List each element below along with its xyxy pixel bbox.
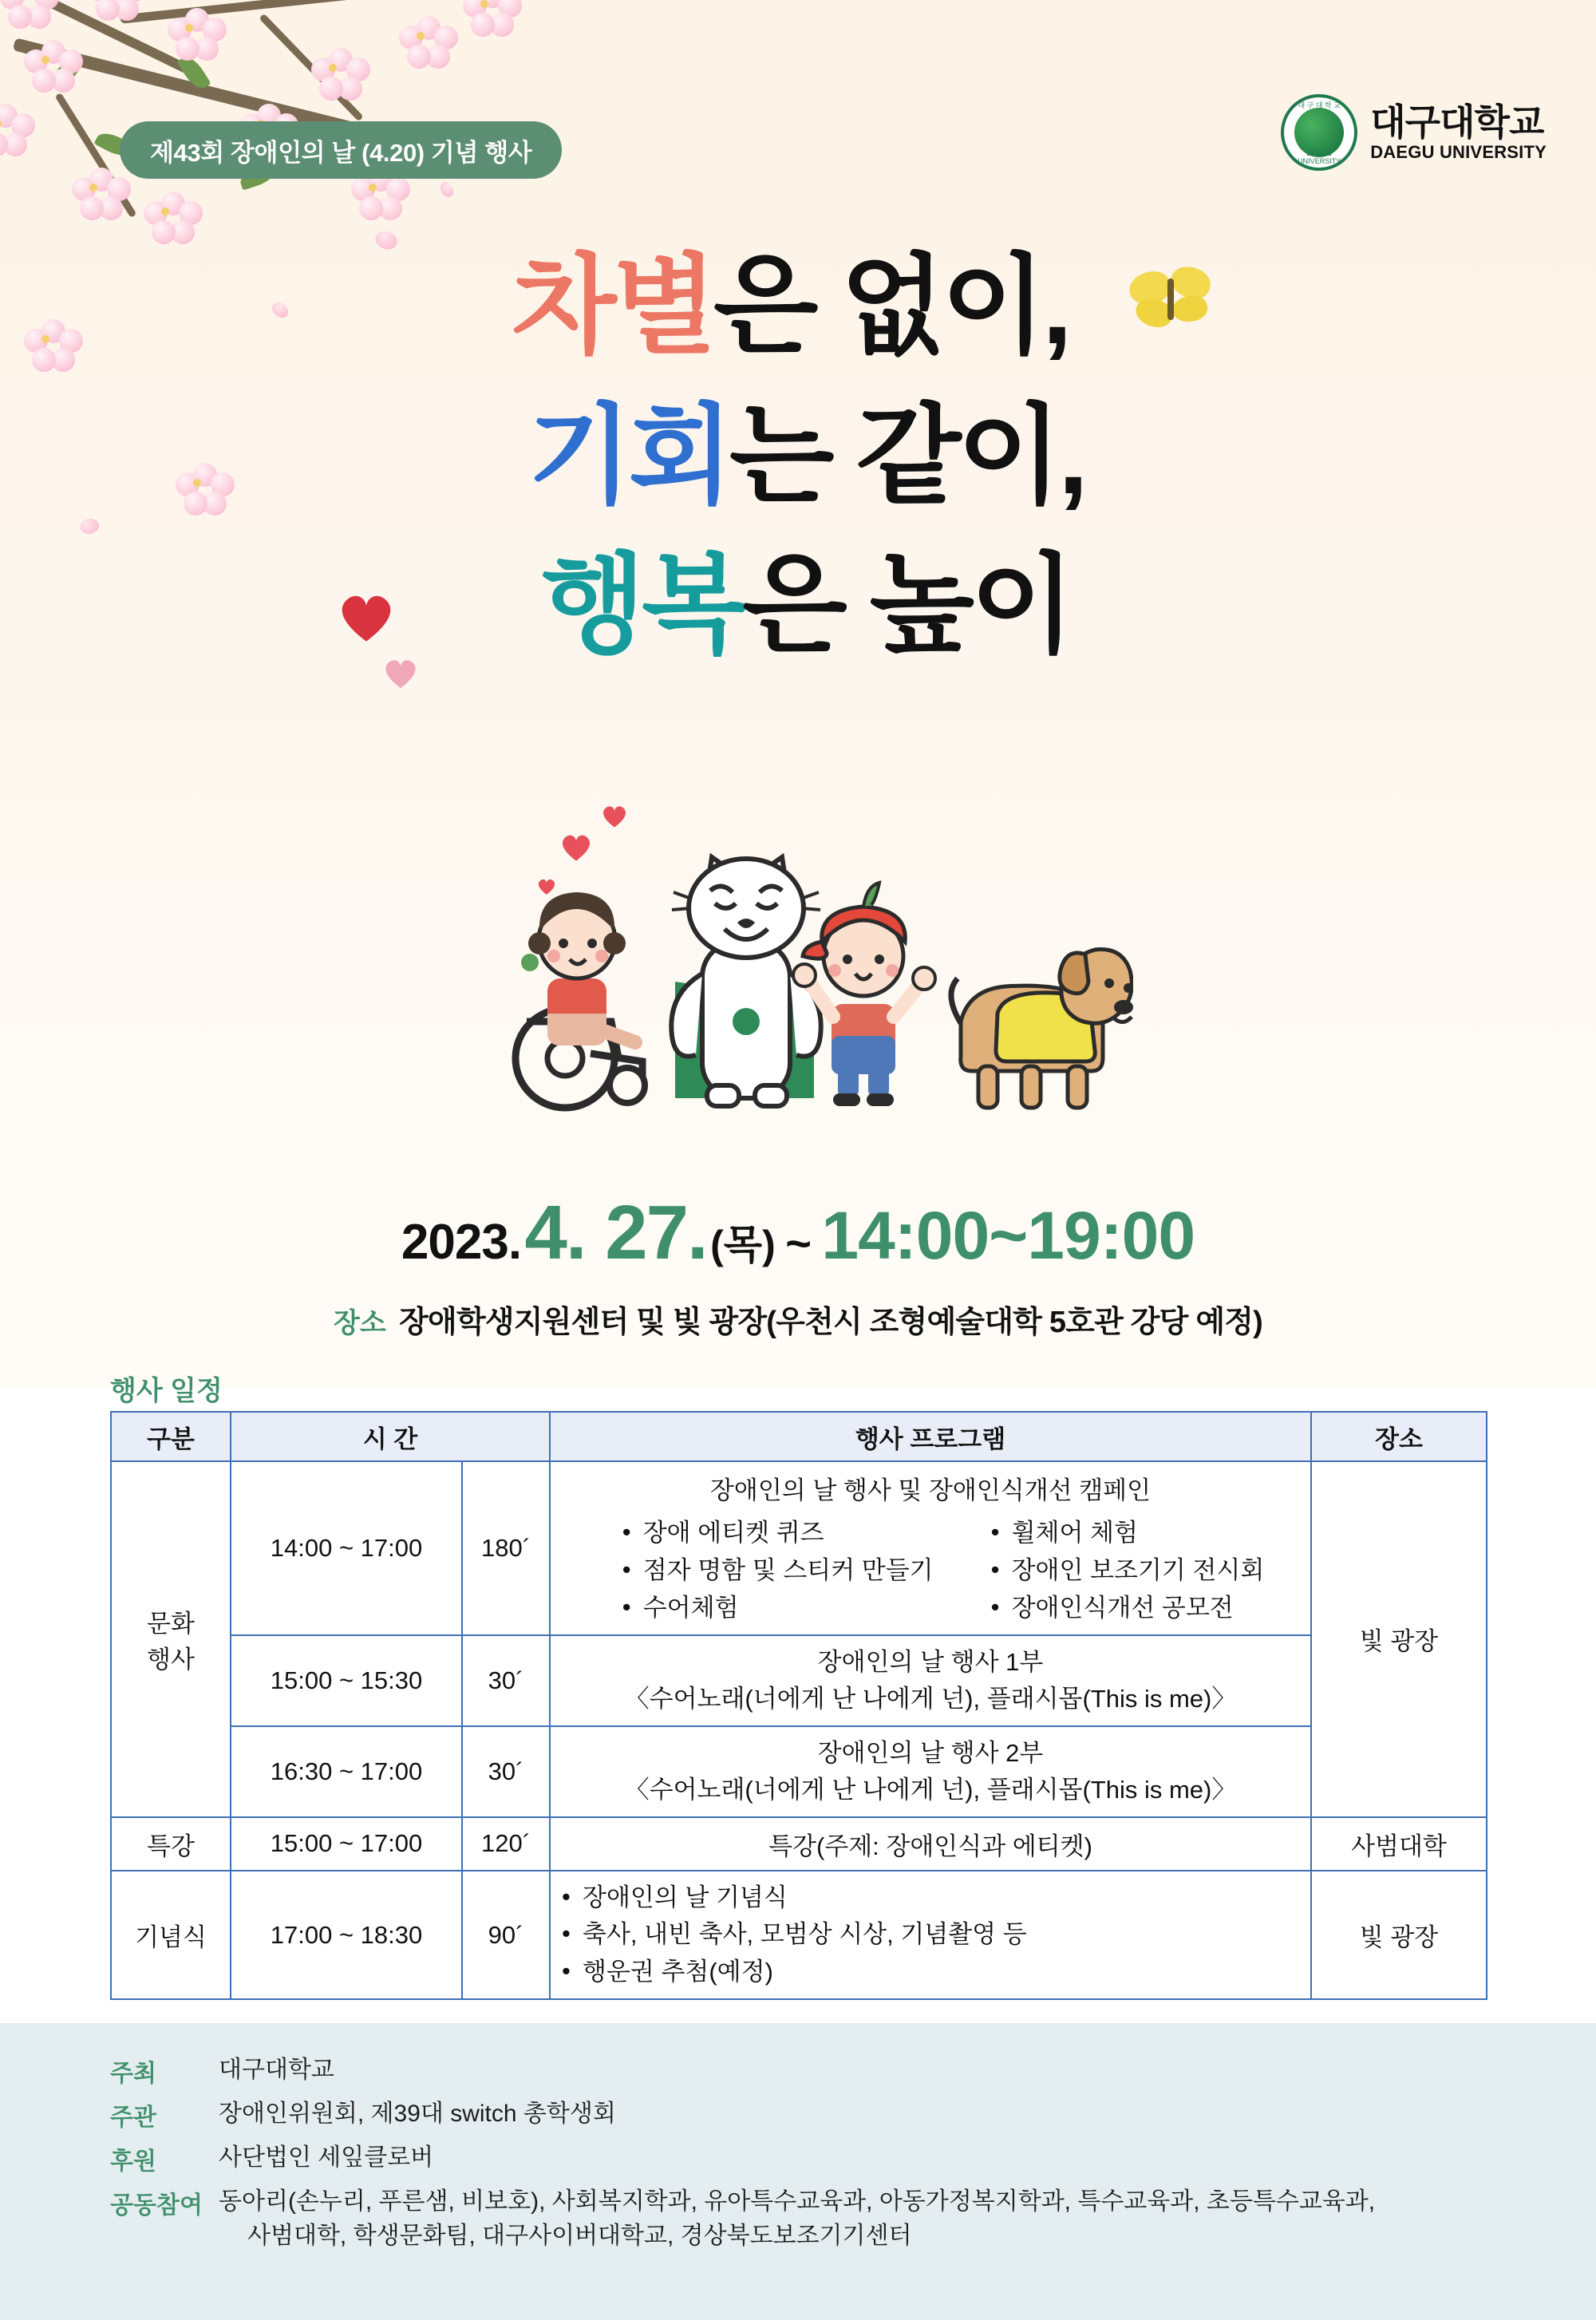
cell-category-ceremony: 기념식 [111,1871,231,2000]
program-2-line-1: 장애인의 날 행사 1부 [817,1648,1044,1677]
column-header-category: 구분 [111,1412,231,1461]
table-row [111,1817,1487,1871]
table-row [111,1726,1487,1817]
footer-host-label: 주최 [110,2061,156,2087]
event-date-line [0,1189,1596,1277]
cell-duration-5: 90´ [462,1871,550,2000]
column-header-place: 장소 [1311,1412,1487,1461]
event-place-line [0,1297,1596,1341]
event-year: 2023. [401,1215,522,1270]
heart-icon-small [381,654,420,693]
cell-time-3: 16:30 ~ 17:00 [231,1726,462,1817]
slogan-line-2 [0,381,1596,532]
event-place-label: 장소 [333,1308,386,1338]
program-1-title: 장애인의 날 행사 및 장애인식개선 캠페인 [709,1476,1152,1504]
footer-organizer-value: 장애인위원회, 제39대 switch 총학생회 [219,2101,616,2127]
character-illustration [471,822,1133,1133]
schedule-table [110,1411,1487,2000]
date-time-separator: ~ [785,1218,812,1268]
cell-time-2: 15:00 ~ 15:30 [231,1635,462,1726]
university-logo [1281,94,1547,171]
event-ribbon-title: 제43회 장애인의 날 (4.20) 기념 행사 [120,121,562,179]
schedule-section-title: 행사 일정 [110,1376,223,1406]
slogan-line-3-rest: 은 높이 [742,544,1072,666]
cell-place-1: 빛 광장 [1311,1461,1487,1817]
cell-program-3 [550,1726,1311,1817]
university-name-en: DAEGU UNIVERSITY [1370,142,1547,163]
cell-program-2 [550,1635,1311,1726]
table-row [111,1635,1487,1726]
program-1-column-1 [621,1514,934,1626]
cell-program-4: 특강(주제: 장애인식과 에티켓) [550,1817,1311,1871]
cell-category-lecture: 특강 [111,1817,231,1871]
slogan-line-1-highlight: 차별 [512,245,714,366]
butterfly-icon [1129,267,1217,339]
footer-sponsor-label: 후원 [110,2148,156,2175]
list-item: • 점자 명함 및 스티커 만들기 [621,1551,934,1589]
cell-program-1 [550,1461,1311,1635]
event-day-of-week: (목) [710,1223,776,1267]
list-item: • 행운권 추첨(예정) [560,1954,1301,1991]
university-emblem-icon [1281,94,1357,171]
program-2-line-2: 〈수어노래(너에게 난 나에게 넌), 플래시몹(This is me)〉 [624,1685,1237,1713]
emblem-bottom-text: DAEGU UNIVERSITY [1298,149,1341,165]
list-item: • 축사, 내빈 축사, 모범상 시상, 기념촬영 등 [560,1916,1301,1954]
footer-row-partners [110,2185,1375,2253]
footer-row-organizer [110,2097,1375,2132]
list-item: • 장애인 보조기기 전시회 [990,1551,1265,1589]
slogan-line-3 [0,531,1596,681]
column-header-time: 시 간 [231,1412,550,1461]
cell-category-culture: 문화 행사 [111,1461,231,1817]
emblem-top-text: 대 구 대 학 교 [1298,101,1341,109]
slogan-line-3-highlight: 행복 [540,544,743,666]
footer-partners-line-1: 동아리(손누리, 푸른샘, 비보호), 사회복지학과, 유아특수교육과, 아동가정복지학과, 특수교육과, 초등특수교육과, [219,2188,1376,2215]
cell-duration-1: 180´ [462,1461,550,1635]
slogan-line-1 [0,231,1596,381]
column-header-program: 행사 프로그램 [550,1412,1311,1461]
footer-partners-label: 공동참여 [110,2192,203,2219]
footer-host-value: 대구대학교 [219,2057,334,2083]
list-item: • 장애 에티켓 퀴즈 [621,1514,934,1551]
cell-duration-3: 30´ [462,1726,550,1817]
footer-sponsor-value: 사단법인 세잎클로버 [219,2144,434,2171]
slogan-line-2-highlight: 기회 [527,394,730,516]
cell-time-4: 15:00 ~ 17:00 [231,1817,462,1871]
program-1-column-2 [990,1514,1265,1626]
list-item: • 장애인의 날 기념식 [560,1879,1301,1917]
list-item: • 수어체험 [621,1589,934,1626]
cell-time-5: 17:00 ~ 18:30 [231,1871,462,2000]
footer-partners-line-2: 사범대학, 학생문화팀, 대구사이버대학교, 경상북도보조기기센터 [247,2222,912,2249]
event-place-value: 장애학생지원센터 및 빛 광장(우천시 조형예술대학 5호관 강당 예정) [399,1306,1263,1339]
cell-program-5 [550,1871,1311,2000]
guide-dog-icon [951,950,1133,1108]
table-row [111,1871,1487,2000]
table-header-row [111,1412,1487,1461]
slogan-line-2-rest: 는 같이, [729,394,1084,516]
event-time: 14:00~19:00 [821,1198,1195,1273]
cell-place-4: 사범대학 [1311,1817,1487,1871]
footer-credits [0,2023,1596,2320]
list-item: • 장애인식개선 공모전 [990,1589,1265,1626]
boy-with-cap-icon [793,883,935,1106]
program-3-line-1: 장애인의 날 행사 2부 [817,1739,1044,1768]
cell-place-5: 빛 광장 [1311,1871,1487,2000]
cell-duration-2: 30´ [462,1635,550,1726]
slogan-block [0,231,1596,681]
program-3-line-2: 〈수어노래(너에게 난 나에게 넌), 플래시몹(This is me)〉 [624,1775,1237,1804]
event-month-day: 4. 27. [524,1190,707,1275]
footer-partners-value [219,2185,1375,2253]
footer-organizer-label: 주관 [110,2105,156,2131]
footer-row-host [110,2053,1375,2089]
list-item: • 휠체어 체험 [990,1514,1265,1551]
university-name-ko: 대구대학교 [1370,101,1544,143]
table-row [111,1461,1487,1635]
footer-row-sponsor [110,2141,1375,2176]
heart-icon-large [335,587,397,649]
wheelchair-girl-icon [516,892,645,1108]
slogan-line-1-rest: 은 없이, [713,245,1069,366]
cell-duration-4: 120´ [462,1817,550,1871]
cell-time-1: 14:00 ~ 17:00 [231,1461,462,1635]
